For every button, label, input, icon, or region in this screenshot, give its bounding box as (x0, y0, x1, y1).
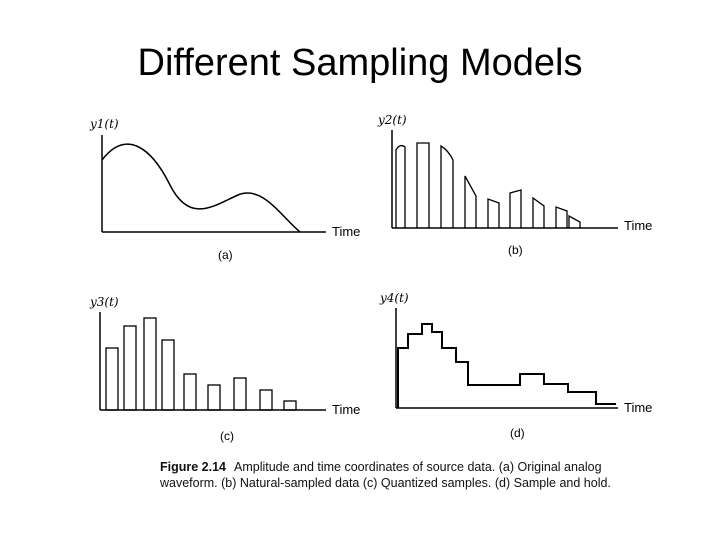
caption-text: Amplitude and time coordinates of source data. (a) Original analog waveform. (b) Natural-sampled data (c) Quantized samples. (d) Sample and hold. (160, 460, 611, 490)
panel-a (89, 117, 360, 262)
figure-number: Figure 2.14 (160, 460, 226, 474)
y-axis-label: y2(t) (378, 113, 407, 127)
panel-label: (d) (510, 426, 525, 440)
panel-d (379, 291, 652, 440)
analog-waveform (102, 144, 300, 232)
slide-title: Different Sampling Models (137, 42, 583, 84)
x-axis-label: Time (332, 224, 361, 239)
x-axis-label: Time (332, 402, 361, 417)
quantized-samples (106, 318, 296, 410)
natural-samples (396, 143, 580, 228)
y-axis-label: y1(t) (90, 117, 119, 131)
figure-caption (160, 459, 630, 491)
panel-label: (b) (508, 243, 523, 257)
panel-c (89, 295, 360, 443)
y-axis-label: y3(t) (90, 295, 119, 309)
y-axis-label: y4(t) (380, 291, 409, 305)
x-axis-label: Time (624, 218, 653, 233)
panel-b (377, 113, 652, 257)
x-axis-label: Time (624, 400, 653, 415)
panel-label: (c) (220, 429, 234, 443)
panel-label: (a) (218, 248, 233, 262)
sample-hold-waveform (398, 324, 616, 408)
